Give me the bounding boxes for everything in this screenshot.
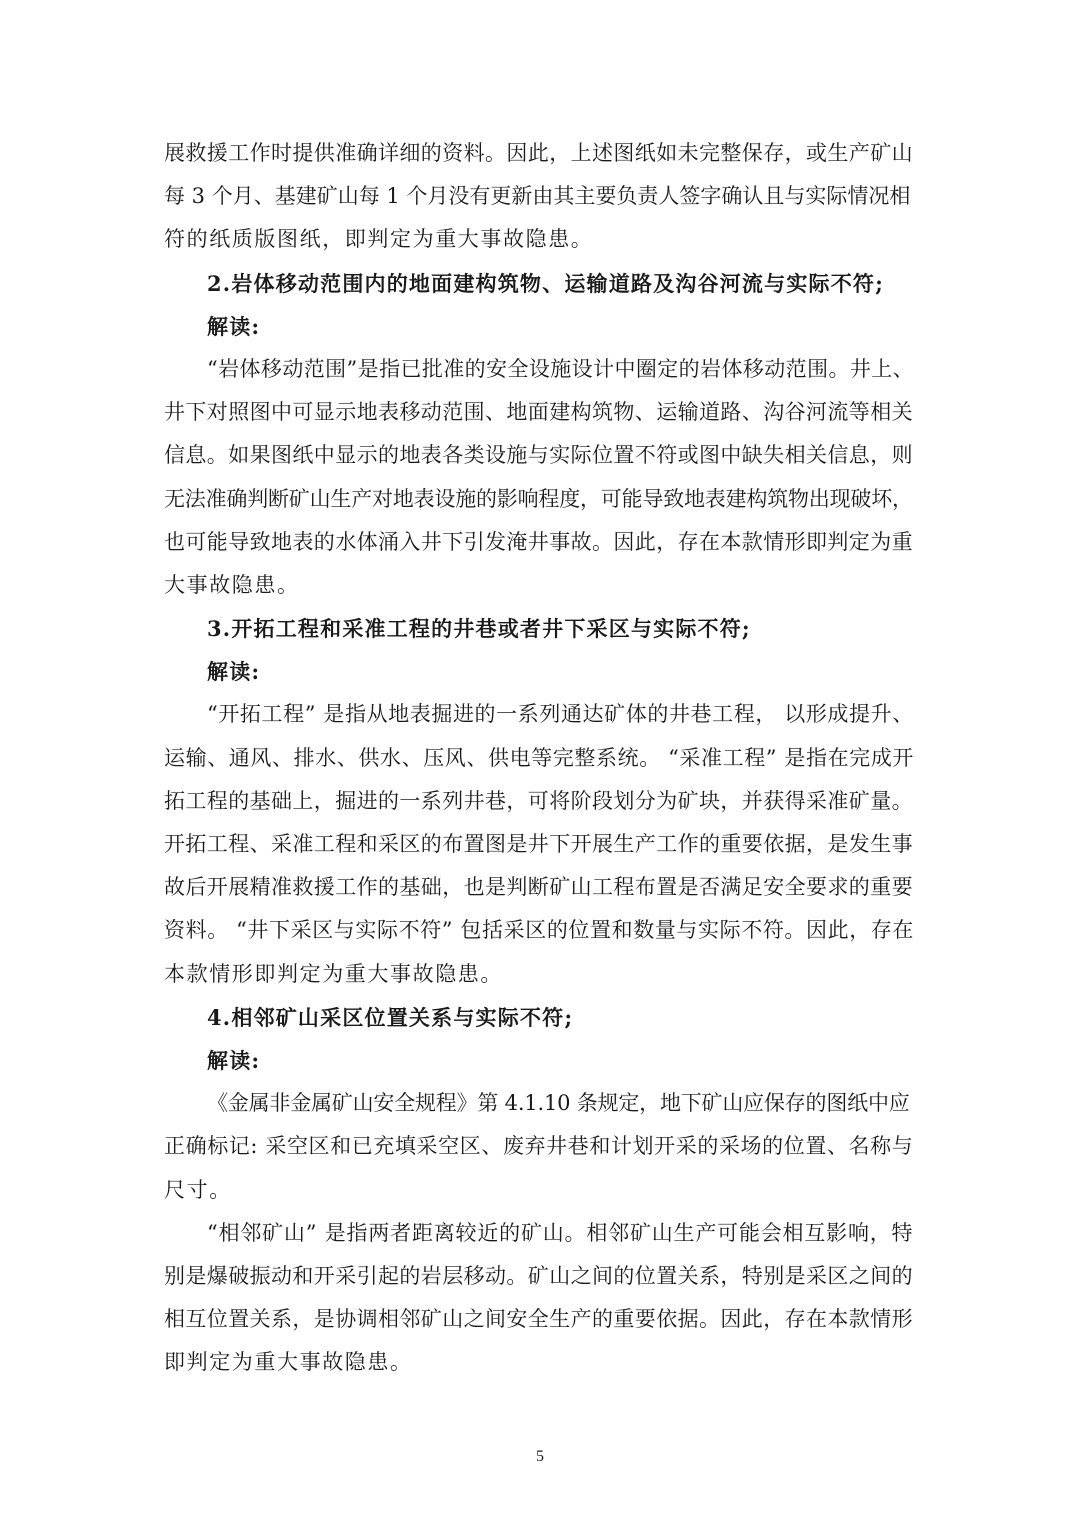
paragraph-line: 故后开展精准救援工作的基础，也是判断矿山工程布置是否满足安全要求的重要	[164, 875, 913, 900]
paragraph-line: 井下对照图中可显示地表移动范围、地面建构筑物、运输道路、沟谷河流等相关	[164, 400, 913, 425]
paragraph-line: 《金属非金属矿山安全规程》第 4.1.10 条规定，地下矿山应保存的图纸中应	[207, 1091, 910, 1116]
paragraph-line: 别是爆破振动和开采引起的岩层移动。矿山之间的位置关系，特别是采区之间的	[164, 1263, 913, 1288]
page-number: 5	[536, 1448, 544, 1465]
paragraph-line: 也可能导致地表的水体涌入井下引发淹井事故。因此，存在本款情形即判定为重	[164, 529, 913, 554]
paragraph-line: 信息。如果图纸中显示的地表各类设施与实际位置不符或图中缺失相关信息，则	[164, 443, 913, 468]
paragraph-line: 运输、通风、排水、供水、压风、供电等完整系统。 “采准工程” 是指在完成开	[164, 745, 915, 770]
paragraph-line: “开拓工程” 是指从地表掘进的一系列通达矿体的井巷工程， 以形成提升、	[207, 702, 914, 727]
paragraph-line: 正确标记: 采空区和已充填采空区、废弃井巷和计划开采的采场的位置、名称与	[164, 1134, 914, 1159]
paragraph-line: 每 3 个月、基建矿山每 1 个月没有更新由其主要负责人签字确认且与实际情况相	[164, 184, 911, 209]
paragraph-line: 符的纸质版图纸，即判定为重大事故隐患。	[164, 227, 594, 252]
section-heading-line: 解读:	[207, 313, 261, 339]
section-heading-line: 3.开拓工程和采准工程的井巷或者井下采区与实际不符;	[207, 616, 751, 642]
paragraph-line: 即判定为重大事故隐患。	[164, 1350, 413, 1375]
document-body	[164, 132, 916, 1384]
paragraph-line: 无法准确判断矿山生产对地表设施的影响程度，可能导致地表建构筑物出现破坏，	[164, 486, 913, 511]
paragraph-line: 拓工程的基础上，掘进的一系列井巷，可将阶段划分为矿块，并获得采准矿量。	[164, 788, 913, 813]
paragraph-line: 开拓工程、采准工程和采区的布置图是井下开展生产工作的重要依据，是发生事	[164, 832, 913, 856]
paragraph-line: 展救援工作时提供准确详细的资料。因此，上述图纸如未完整保存，或生产矿山	[164, 141, 913, 165]
paragraph-line: 资料。 “井下采区与实际不符” 包括采区的位置和数量与实际不符。因此，存在	[164, 918, 915, 943]
paragraph-line: “岩体移动范围”是指已批准的安全设施设计中圈定的岩体移动范围。井上、	[207, 356, 915, 381]
paragraph-line: “相邻矿山” 是指两者距离较近的矿山。相邻矿山生产可能会相互影响，特	[207, 1220, 914, 1245]
paragraph-line: 本款情形即判定为重大事故隐患。	[164, 961, 503, 986]
paragraph-line: 相互位置关系，是协调相邻矿山之间安全生产的重要依据。因此，存在本款情形	[164, 1307, 913, 1332]
paragraph-line: 尺寸。	[164, 1177, 232, 1202]
paragraph-line: 大事故隐患。	[164, 572, 300, 597]
section-heading-line: 2.岩体移动范围内的地面建构筑物、运输道路及沟谷河流与实际不符;	[207, 270, 885, 296]
section-heading-line: 解读:	[207, 659, 261, 685]
section-heading-line: 解读:	[207, 1047, 261, 1073]
section-heading-line: 4.相邻矿山采区位置关系与实际不符;	[207, 1004, 574, 1030]
